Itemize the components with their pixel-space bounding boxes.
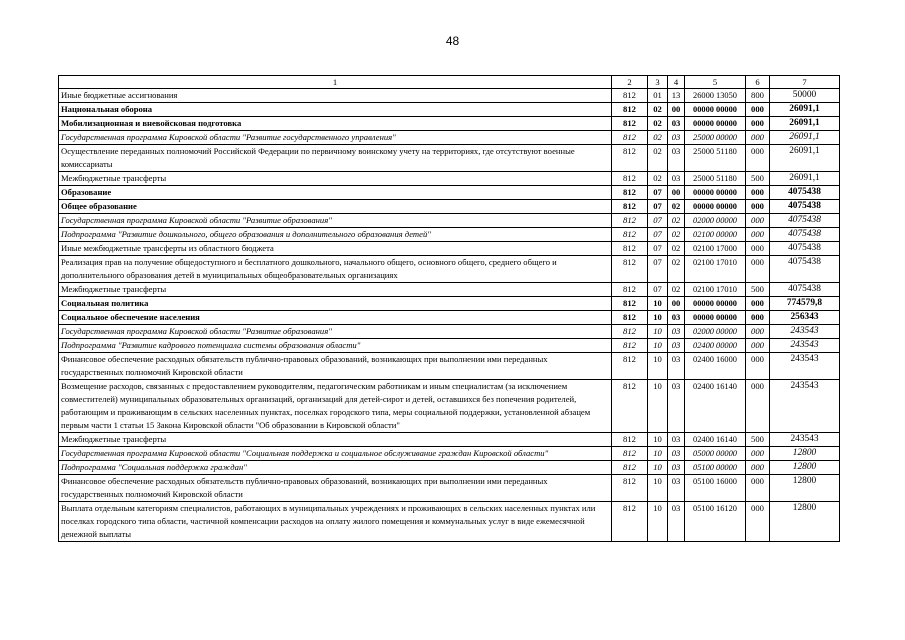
section-code-cell: 02 xyxy=(648,172,668,186)
table-row xyxy=(59,89,840,103)
subsection-code-cell: 03 xyxy=(668,172,685,186)
department-code-cell: 812 xyxy=(612,131,648,145)
table-row xyxy=(59,103,840,117)
subsection-code-cell: 03 xyxy=(668,353,685,380)
amount-cell: 12800 xyxy=(770,461,840,475)
subsection-code-cell: 03 xyxy=(668,447,685,461)
target-item-code-cell: 02400 16140 xyxy=(685,380,746,433)
table-row xyxy=(59,242,840,256)
amount-cell: 4075438 xyxy=(770,283,840,297)
target-item-code-cell: 00000 00000 xyxy=(685,117,746,131)
department-code-cell: 812 xyxy=(612,200,648,214)
section-code-cell: 10 xyxy=(648,325,668,339)
amount-cell: 12800 xyxy=(770,502,840,542)
department-code-cell: 812 xyxy=(612,256,648,283)
target-item-code-cell: 05100 16000 xyxy=(685,475,746,502)
target-item-code-cell: 02100 00000 xyxy=(685,228,746,242)
section-code-cell: 07 xyxy=(648,214,668,228)
amount-cell: 12800 xyxy=(770,475,840,502)
target-item-code-cell: 02400 16000 xyxy=(685,353,746,380)
target-item-code-cell: 25000 00000 xyxy=(685,131,746,145)
expense-name-cell: Реализация прав на получение общедоступного и бесплатного дошкольного, начального общего, основного общего, среднего общего и дополнительного образования детей в муниципальных общеобразовательных организациях xyxy=(59,256,612,283)
section-code-cell: 02 xyxy=(648,145,668,172)
expense-type-code-cell: 500 xyxy=(746,172,770,186)
expense-type-code-cell: 000 xyxy=(746,311,770,325)
target-item-code-cell: 00000 00000 xyxy=(685,311,746,325)
department-code-cell: 812 xyxy=(612,186,648,200)
expense-type-code-cell: 000 xyxy=(746,214,770,228)
target-item-code-cell: 05000 00000 xyxy=(685,447,746,461)
subsection-code-cell: 00 xyxy=(668,297,685,311)
subsection-code-cell: 00 xyxy=(668,103,685,117)
department-code-cell: 812 xyxy=(612,311,648,325)
expense-type-code-cell: 000 xyxy=(746,339,770,353)
expense-type-code-cell: 000 xyxy=(746,353,770,380)
amount-cell: 243543 xyxy=(770,325,840,339)
amount-cell: 4075438 xyxy=(770,200,840,214)
table-row xyxy=(59,200,840,214)
section-code-cell: 10 xyxy=(648,297,668,311)
table-row xyxy=(59,502,840,542)
amount-cell: 12800 xyxy=(770,447,840,461)
expense-name-cell: Финансовое обеспечение расходных обязательств публично-правовых образований, возникающих при выполнении ими переданных государственных полномочий Кировской области xyxy=(59,475,612,502)
expense-name-cell: Государственная программа Кировской области "Социальная поддержка и социальное обслуживание граждан Кировской области" xyxy=(59,447,612,461)
table-row xyxy=(59,339,840,353)
target-item-code-cell: 00000 00000 xyxy=(685,200,746,214)
column-header: 7 xyxy=(770,76,840,89)
department-code-cell: 812 xyxy=(612,447,648,461)
target-item-code-cell: 05100 00000 xyxy=(685,461,746,475)
amount-cell: 243543 xyxy=(770,339,840,353)
section-code-cell: 10 xyxy=(648,380,668,433)
amount-cell: 243543 xyxy=(770,380,840,433)
section-code-cell: 10 xyxy=(648,461,668,475)
department-code-cell: 812 xyxy=(612,475,648,502)
table-row xyxy=(59,380,840,433)
expense-name-cell: Осуществление переданных полномочий Российской Федерации по первичному воинскому учету на территориях, где отсутствуют военные комиссариаты xyxy=(59,145,612,172)
section-code-cell: 07 xyxy=(648,228,668,242)
column-header: 3 xyxy=(648,76,668,89)
section-code-cell: 01 xyxy=(648,89,668,103)
subsection-code-cell: 02 xyxy=(668,214,685,228)
expense-name-cell: Межбюджетные трансферты xyxy=(59,433,612,447)
department-code-cell: 812 xyxy=(612,145,648,172)
column-header: 5 xyxy=(685,76,746,89)
column-header: 1 xyxy=(59,76,612,89)
subsection-code-cell: 03 xyxy=(668,433,685,447)
section-code-cell: 10 xyxy=(648,339,668,353)
expense-name-cell: Иные бюджетные ассигнования xyxy=(59,89,612,103)
subsection-code-cell: 03 xyxy=(668,117,685,131)
department-code-cell: 812 xyxy=(612,242,648,256)
expense-type-code-cell: 000 xyxy=(746,228,770,242)
table-row xyxy=(59,256,840,283)
table-row xyxy=(59,325,840,339)
expense-type-code-cell: 500 xyxy=(746,283,770,297)
section-code-cell: 07 xyxy=(648,256,668,283)
table-row xyxy=(59,145,840,172)
expense-type-code-cell: 800 xyxy=(746,89,770,103)
expense-name-cell: Подпрограмма "Развитие кадрового потенциала системы образования области" xyxy=(59,339,612,353)
target-item-code-cell: 02400 00000 xyxy=(685,339,746,353)
expense-name-cell: Возмещение расходов, связанных с предоставлением руководителям, педагогическим работникам и иным специалистам (за исключением совместителей) муниципальных образовательных организаций, организаций для детей-сирот и детей, оставшихся без попечения родителей, работающим и проживающим в сельских населенных пунктах, поселках городского типа, меры социальной поддержки, установленной абзацем первым части 1 статьи 15 Закона Кировской области "Об образовании в Кировской области" xyxy=(59,380,612,433)
subsection-code-cell: 02 xyxy=(668,228,685,242)
expense-name-cell: Государственная программа Кировской области "Развитие государственного управления" xyxy=(59,131,612,145)
subsection-code-cell: 03 xyxy=(668,311,685,325)
expense-name-cell: Мобилизационная и вневойсковая подготовка xyxy=(59,117,612,131)
target-item-code-cell: 00000 00000 xyxy=(685,103,746,117)
target-item-code-cell: 26000 13050 xyxy=(685,89,746,103)
department-code-cell: 812 xyxy=(612,433,648,447)
section-code-cell: 07 xyxy=(648,283,668,297)
expense-type-code-cell: 000 xyxy=(746,200,770,214)
target-item-code-cell: 25000 51180 xyxy=(685,172,746,186)
department-code-cell: 812 xyxy=(612,325,648,339)
section-code-cell: 07 xyxy=(648,242,668,256)
subsection-code-cell: 02 xyxy=(668,256,685,283)
subsection-code-cell: 13 xyxy=(668,89,685,103)
expense-type-code-cell: 000 xyxy=(746,186,770,200)
department-code-cell: 812 xyxy=(612,103,648,117)
subsection-code-cell: 03 xyxy=(668,339,685,353)
expense-name-cell: Государственная программа Кировской области "Развитие образования" xyxy=(59,325,612,339)
target-item-code-cell: 25000 51180 xyxy=(685,145,746,172)
section-code-cell: 07 xyxy=(648,200,668,214)
column-header: 6 xyxy=(746,76,770,89)
expense-type-code-cell: 000 xyxy=(746,256,770,283)
amount-cell: 4075438 xyxy=(770,256,840,283)
section-code-cell: 10 xyxy=(648,475,668,502)
amount-cell: 774579,8 xyxy=(770,297,840,311)
subsection-code-cell: 03 xyxy=(668,380,685,433)
expense-type-code-cell: 000 xyxy=(746,103,770,117)
department-code-cell: 812 xyxy=(612,172,648,186)
table-row xyxy=(59,172,840,186)
target-item-code-cell: 02000 00000 xyxy=(685,325,746,339)
table-row xyxy=(59,297,840,311)
target-item-code-cell: 00000 00000 xyxy=(685,186,746,200)
expense-type-code-cell: 000 xyxy=(746,117,770,131)
table-row xyxy=(59,475,840,502)
expense-name-cell: Иные межбюджетные трансферты из областного бюджета xyxy=(59,242,612,256)
subsection-code-cell: 03 xyxy=(668,145,685,172)
table-row xyxy=(59,131,840,145)
department-code-cell: 812 xyxy=(612,297,648,311)
target-item-code-cell: 02000 00000 xyxy=(685,214,746,228)
table-row xyxy=(59,447,840,461)
expense-type-code-cell: 000 xyxy=(746,502,770,542)
table-row xyxy=(59,353,840,380)
expense-name-cell: Национальная оборона xyxy=(59,103,612,117)
table-header-row xyxy=(59,76,840,89)
expense-type-code-cell: 000 xyxy=(746,297,770,311)
amount-cell: 4075438 xyxy=(770,242,840,256)
department-code-cell: 812 xyxy=(612,228,648,242)
expense-name-cell: Подпрограмма "Развитие дошкольного, общего образования и дополнительного образования детей" xyxy=(59,228,612,242)
target-item-code-cell: 05100 16120 xyxy=(685,502,746,542)
table-row xyxy=(59,228,840,242)
subsection-code-cell: 02 xyxy=(668,242,685,256)
section-code-cell: 10 xyxy=(648,353,668,380)
target-item-code-cell: 02100 17010 xyxy=(685,283,746,297)
department-code-cell: 812 xyxy=(612,353,648,380)
column-header: 2 xyxy=(612,76,648,89)
expense-name-cell: Социальное обеспечение населения xyxy=(59,311,612,325)
amount-cell: 4075438 xyxy=(770,186,840,200)
column-header: 4 xyxy=(668,76,685,89)
expense-name-cell: Выплата отдельным категориям специалистов, работающих в муниципальных учреждениях и проживающих в сельских населенных пунктах или поселках городского типа области, частичной компенсации расходов на оплату жилого помещения и коммунальных услуг в виде ежемесячной денежной выплаты xyxy=(59,502,612,542)
section-code-cell: 02 xyxy=(648,117,668,131)
subsection-code-cell: 02 xyxy=(668,283,685,297)
section-code-cell: 10 xyxy=(648,447,668,461)
amount-cell: 256343 xyxy=(770,311,840,325)
amount-cell: 26091,1 xyxy=(770,145,840,172)
subsection-code-cell: 03 xyxy=(668,131,685,145)
amount-cell: 50000 xyxy=(770,89,840,103)
expense-name-cell: Финансовое обеспечение расходных обязательств публично-правовых образований, возникающих при выполнении ими переданных государственных полномочий Кировской области xyxy=(59,353,612,380)
subsection-code-cell: 03 xyxy=(668,475,685,502)
expense-name-cell: Подпрограмма "Социальная поддержка граждан" xyxy=(59,461,612,475)
amount-cell: 4075438 xyxy=(770,214,840,228)
expense-type-code-cell: 000 xyxy=(746,380,770,433)
section-code-cell: 10 xyxy=(648,502,668,542)
table-row xyxy=(59,433,840,447)
section-code-cell: 02 xyxy=(648,103,668,117)
expense-name-cell: Межбюджетные трансферты xyxy=(59,283,612,297)
amount-cell: 243543 xyxy=(770,353,840,380)
department-code-cell: 812 xyxy=(612,214,648,228)
amount-cell: 26091,1 xyxy=(770,131,840,145)
table-row xyxy=(59,186,840,200)
department-code-cell: 812 xyxy=(612,89,648,103)
amount-cell: 26091,1 xyxy=(770,103,840,117)
expense-type-code-cell: 000 xyxy=(746,447,770,461)
target-item-code-cell: 00000 00000 xyxy=(685,297,746,311)
target-item-code-cell: 02400 16140 xyxy=(685,433,746,447)
subsection-code-cell: 03 xyxy=(668,461,685,475)
expense-type-code-cell: 000 xyxy=(746,461,770,475)
subsection-code-cell: 03 xyxy=(668,502,685,542)
section-code-cell: 10 xyxy=(648,311,668,325)
department-code-cell: 812 xyxy=(612,380,648,433)
table-row xyxy=(59,214,840,228)
expense-type-code-cell: 000 xyxy=(746,325,770,339)
expense-type-code-cell: 000 xyxy=(746,131,770,145)
department-code-cell: 812 xyxy=(612,461,648,475)
target-item-code-cell: 02100 17000 xyxy=(685,242,746,256)
table-row xyxy=(59,117,840,131)
section-code-cell: 07 xyxy=(648,186,668,200)
expense-name-cell: Образование xyxy=(59,186,612,200)
department-code-cell: 812 xyxy=(612,117,648,131)
budget-table xyxy=(58,75,840,542)
expense-name-cell: Государственная программа Кировской области "Развитие образования" xyxy=(59,214,612,228)
department-code-cell: 812 xyxy=(612,502,648,542)
target-item-code-cell: 02100 17010 xyxy=(685,256,746,283)
table-row xyxy=(59,461,840,475)
subsection-code-cell: 02 xyxy=(668,200,685,214)
expense-type-code-cell: 000 xyxy=(746,475,770,502)
amount-cell: 4075438 xyxy=(770,228,840,242)
amount-cell: 26091,1 xyxy=(770,172,840,186)
section-code-cell: 10 xyxy=(648,433,668,447)
section-code-cell: 02 xyxy=(648,131,668,145)
expense-name-cell: Межбюджетные трансферты xyxy=(59,172,612,186)
page-number: 48 xyxy=(445,34,460,48)
subsection-code-cell: 00 xyxy=(668,186,685,200)
table-row xyxy=(59,283,840,297)
expense-name-cell: Общее образование xyxy=(59,200,612,214)
expense-name-cell: Социальная политика xyxy=(59,297,612,311)
amount-cell: 26091,1 xyxy=(770,117,840,131)
expense-type-code-cell: 000 xyxy=(746,145,770,172)
department-code-cell: 812 xyxy=(612,283,648,297)
expense-type-code-cell: 500 xyxy=(746,433,770,447)
subsection-code-cell: 03 xyxy=(668,325,685,339)
expense-type-code-cell: 000 xyxy=(746,242,770,256)
department-code-cell: 812 xyxy=(612,339,648,353)
table-row xyxy=(59,311,840,325)
amount-cell: 243543 xyxy=(770,433,840,447)
